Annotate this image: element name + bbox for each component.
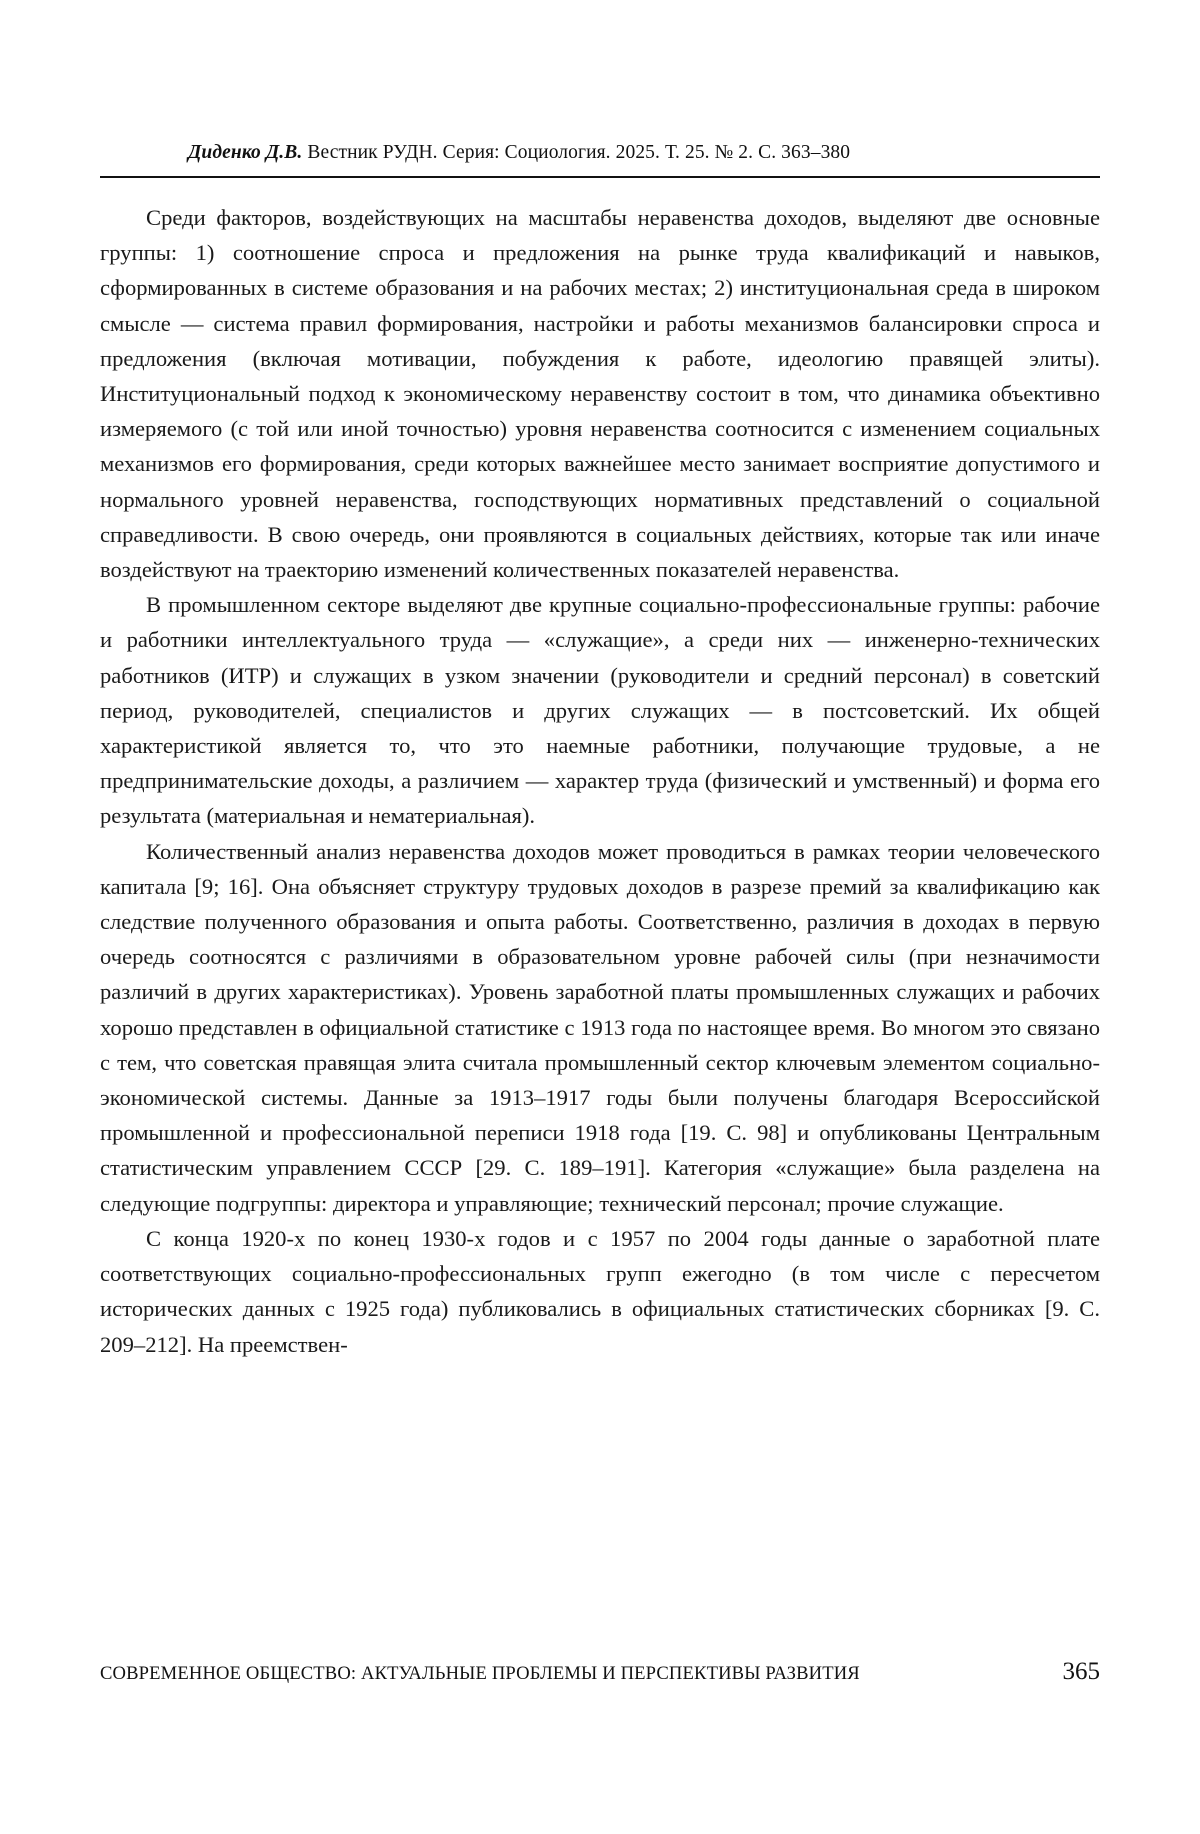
running-head-citation: Вестник РУДН. Серия: Социология. 2025. Т. 25. № 2. С. 363–380 [302,142,851,163]
footer-section-title: СОВРЕМЕННОЕ ОБЩЕСТВО: АКТУАЛЬНЫЕ ПРОБЛЕМЫ И ПЕРСПЕКТИВЫ РАЗВИТИЯ [100,1663,860,1684]
running-head-author: Диденко Д.В. [188,142,303,163]
header-divider [100,176,1100,178]
paragraph: С конца 1920-х по конец 1930-х годов и с 1957 по 2004 годы данные о заработной плате соответствующих социально-профессиональных групп ежегодно (в том числе с пересчетом исторических данных с 1925 года) публиковались в официальных статистических сборниках [9. С. 209–212]. На преемствен- [100,1225,1100,1357]
paragraph: В промышленном секторе выделяют две крупные социально-профессиональные группы: рабочие и работники интеллектуального труда — «служащие», а среди них — инженерно-технических работников (ИТР) и служащих в узком значении (руководители и средний персонал) в советский период, руководителей, специалистов и других служащих — в постсоветский. Их общей характеристикой является то, что это наемные работники, получающие трудовые, а не предпринимательские доходы, а различием — характер труда (физический и умственный) и форма его результата (материальная и нематериальная). [100,592,1100,829]
page-number: 365 [1062,1658,1100,1685]
paragraph: Количественный анализ неравенства доходов может проводиться в рамках теории человеческого капитала [9; 16]. Она объясняет структуру трудовых доходов в разрезе премий за квалификацию как следствие полученного образования и опыта работы. Соответственно, различия в доходах в первую очередь соотносятся с различиями в образовательном уровне рабочей силы (при незначимости различий в других характеристиках). Уровень заработной платы промышленных служащих и рабочих хорошо представлен в официальной статистике с 1913 года по настоящее время. Во многом это связано с тем, что советская правящая элита считала промышленный сектор ключевым элементом социально-экономической системы. Данные за 1913–1917 годы были получены благодаря Всероссийской промышленной и профессиональной переписи 1918 года [19. С. 98] и опубликованы Центральным статистическим управлением СССР [29. С. 189–191]. Категория «служащие» была разделена на следующие подгруппы: директора и управляющие; технический персонал; прочие служащие. [100,838,1100,1216]
page-footer [100,1658,1100,1686]
paragraph: Среди факторов, воздействующих на масштабы неравенства доходов, выделяют две основные группы: 1) соотношение спроса и предложения на рынке труда квалификаций и навыков, сформированных в системе образования и на рабочих местах; 2) институциональная среда в широком смысле — система правил формирования, настройки и работы механизмов балансировки спроса и предложения (включая мотивации, побуждения к работе, идеологию правящей элиты). Институциональный подход к экономическому неравенству состоит в том, что динамика объективно измеряемого (с той или иной точностью) уровня неравенства соотносится с изменением социальных механизмов его формирования, среди которых важнейшее место занимает восприятие допустимого и нормального уровней неравенства, господствующих нормативных представлений о социальной справедливости. В свою очередь, они проявляются в социальных действиях, которые так или иначе воздействуют на траекторию изменений количественных показателей неравенства. [100,205,1100,583]
running-head [188,142,1018,164]
body-text-column [100,200,1100,1362]
